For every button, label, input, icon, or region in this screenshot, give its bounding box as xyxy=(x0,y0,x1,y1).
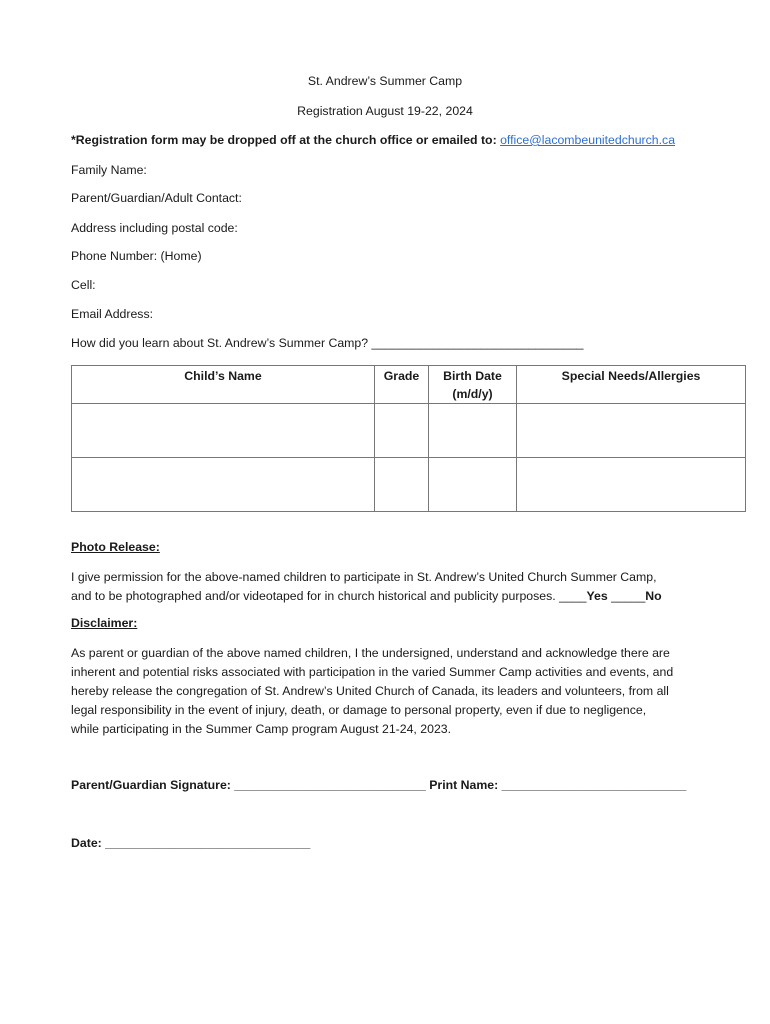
disclaimer-line: while participating in the Summer Camp program August 21-24, 2023. xyxy=(71,722,452,736)
photo-release-line xyxy=(71,587,711,606)
photo-release-yes[interactable]: Yes xyxy=(586,589,608,603)
photo-release-line-text: and to be photographed and/or videotaped for in church historical and publicity purposes. ____ xyxy=(71,589,587,603)
photo-release-line: I give permission for the above-named children to participate in St. Andrew’s United Church Summer Camp, xyxy=(71,570,657,584)
header-birth-date xyxy=(429,366,517,404)
table-header-row xyxy=(72,366,746,404)
photo-release-text xyxy=(71,568,711,606)
family-name-label: Family Name: xyxy=(71,163,147,177)
birth-date-cell[interactable] xyxy=(429,458,517,512)
cell-label: Cell: xyxy=(71,278,96,292)
email-label: Email Address: xyxy=(71,307,154,321)
how-learned-label: How did you learn about St. Andrew’s Summer Camp? _______________________________ xyxy=(71,336,584,350)
submission-notice-text: *Registration form may be dropped off at the church office or emailed to: xyxy=(71,133,497,147)
special-needs-cell[interactable] xyxy=(517,458,746,512)
special-needs-cell[interactable] xyxy=(517,404,746,458)
address-label: Address including postal code: xyxy=(71,221,238,235)
table-row xyxy=(72,404,746,458)
child-name-cell[interactable] xyxy=(72,404,375,458)
header-childs-name: Child’s Name xyxy=(72,366,375,404)
header-special-needs: Special Needs/Allergies xyxy=(517,366,746,404)
office-email-link[interactable]: office@lacombeunitedchurch.ca xyxy=(500,133,676,147)
children-table xyxy=(71,365,746,512)
disclaimer-line: hereby release the congregation of St. Andrew’s United Church of Canada, its leaders and volunteers, from all xyxy=(71,684,669,698)
grade-cell[interactable] xyxy=(375,404,429,458)
registration-dates: Registration August 19-22, 2024 xyxy=(297,104,473,118)
disclaimer-line: legal responsibility in the event of injury, death, or damage to personal property, even if due to negligence, xyxy=(71,703,647,717)
table-row xyxy=(72,458,746,512)
photo-release-separator: _____ xyxy=(607,589,646,603)
disclaimer-line: inherent and potential risks associated with participation in the varied Summer Camp activities and events, and xyxy=(71,665,674,679)
signature-line[interactable]: Parent/Guardian Signature: ____________________________ Print Name: ___________________________ xyxy=(71,778,687,792)
header-birth-date-format: (m/d/y) xyxy=(452,387,493,401)
photo-release-no[interactable]: No xyxy=(645,589,662,603)
photo-release-heading: Photo Release: xyxy=(71,540,160,554)
contact-label: Parent/Guardian/Adult Contact: xyxy=(71,191,242,205)
header-grade: Grade xyxy=(375,366,429,404)
disclaimer-heading: Disclaimer: xyxy=(71,616,138,630)
phone-label: Phone Number: (Home) xyxy=(71,249,202,263)
disclaimer-text xyxy=(71,644,711,739)
form-title: St. Andrew’s Summer Camp xyxy=(307,74,463,88)
header-birth-date-label: Birth Date xyxy=(443,369,502,383)
disclaimer-line: As parent or guardian of the above named children, I the undersigned, understand and acknowledge there are xyxy=(71,646,670,660)
birth-date-cell[interactable] xyxy=(429,404,517,458)
submission-notice xyxy=(71,133,675,147)
child-name-cell[interactable] xyxy=(72,458,375,512)
date-line[interactable]: Date: ______________________________ xyxy=(71,836,311,850)
grade-cell[interactable] xyxy=(375,458,429,512)
